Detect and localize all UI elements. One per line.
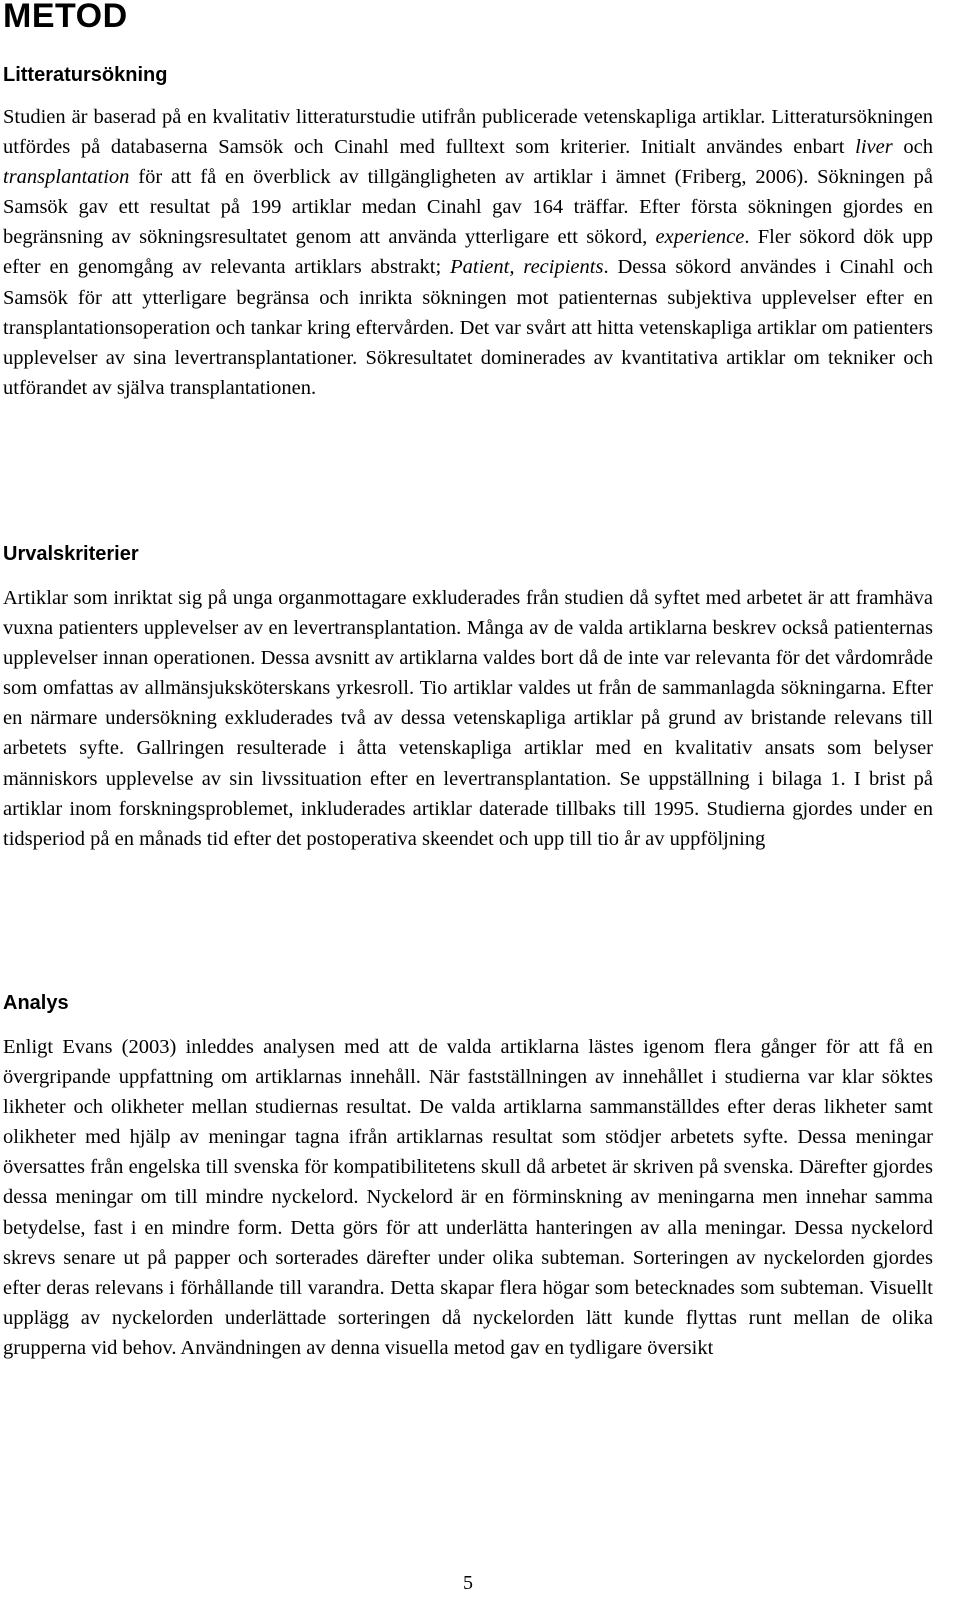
text-run: Artiklar som inriktat sig på unga organmottagare exkluderades från studien då syftet med arbetet är att framhäva vuxna patienters upplevelser av en levertransplantation. Många av de valda artiklarna beskrev också patienternas upplevelser innan operationen. Dessa avsnitt av artiklarna valdes bort då de inte var relevanta för det vårdområde som omfattas av allmänsjuksköterskans yrkesroll. Tio artiklar valdes ut från de sammanlagda sökningarna. Efter en närmare undersökning exkluderades två av dessa vetenskapliga artiklar på grund av bristande relevans till arbetets syfte. Gallringen resulterade i åtta vetenskapliga artiklar med en kvalitativ ansats som belyser människors upplevelse av sin livssituation efter en levertransplantation. Se uppställning i bilaga 1. I brist på artiklar inom forskningsproblemet, inkluderades artiklar daterade tillbaks till 1995. Studierna gjordes under en tidsperiod på en månads tid efter det postoperativa skeendet och upp till tio år av uppföljning [3,587,933,850]
text-run: Studien är baserad på en kvalitativ litteraturstudie utifrån publicerade vetenskapliga artiklar. Litteratursökningen utfördes på databaserna Samsök och Cinahl med fulltext som kriterier. Initialt användes enbart [3,106,933,159]
text-run: och [892,136,933,159]
italic-term: experience [655,226,745,249]
section-title-litteratursokning: Litteratursökning [3,64,168,86]
italic-term: liver [855,136,893,159]
text-run: för att få en överblick av tillgängligheten av artiklar i ämnet (Friberg, 2006). Sökningen på Samsök gav ett resultat på 199 artiklar medan Cinahl gav 164 träffar. Efter första sökningen gjordes en begränsning av sökningsresultatet genom att använda ytterligare ett sökord, [3,166,933,249]
section-title-urvalskriterier: Urvalskriterier [3,543,139,565]
section-body-analys [3,1032,933,1363]
text-run: . Dessa sökord användes i Cinahl och Samsök för att ytterligare begränsa och inrikta sökningen mot patienternas subjektiva upplevelser efter en transplantationsoperation och tankar kring eftervården. Det var svårt att hitta vetenskapliga artiklar om patienters upplevelser av sina levertransplantationer. Sökresultatet dominerades av kvantitativa artiklar om tekniker och utförandet av själva transplantationen. [3,256,933,399]
italic-term: transplantation [3,166,130,189]
italic-term: Patient, recipients [450,256,604,279]
section-body-urvalskriterier [3,583,933,854]
text-run: . Fler sökord dök upp efter en genomgång av relevanta artiklars abstrakt; [3,226,933,279]
page-number: 5 [463,1572,473,1594]
text-run: Enligt Evans (2003) inleddes analysen med att de valda artiklarna lästes igenom flera gånger för att få en övergripande uppfattning om artiklarnas innehåll. När fastställningen av innehållet i studierna var klar söktes likheter och olikheter mellan studiernas resultat. De valda artiklarna sammanställdes efter deras likheter samt olikheter med hjälp av meningar tagna ifrån artiklarnas resultat som stödjer arbetets syfte. Dessa meningar översattes från engelska till svenska för kompatibilitetens skull då arbetet är skriven på svenska. Därefter gjordes dessa meningar om till mindre nyckelord. Nyckelord är en förminskning av meningarna men innehar samma betydelse, fast i en mindre form. Detta görs för att underlätta hanteringen av alla meningar. Dessa nyckelord skrevs senare ut på papper och sorterades därefter under olika subteman. Sorteringen av nyckelorden gjordes efter deras relevans i förhållande till varandra. Detta skapar flera högar som betecknades som subteman. Visuellt upplägg av nyckelorden underlättade sorteringen då nyckelorden lätt kunde flyttas runt mellan de olika grupperna vid behov. Användningen av denna visuella metod gav en tydligare översikt [3,1036,933,1359]
section-title-analys: Analys [3,992,69,1014]
page-heading: METOD [3,0,128,35]
section-body-litteratursokning [3,102,933,403]
